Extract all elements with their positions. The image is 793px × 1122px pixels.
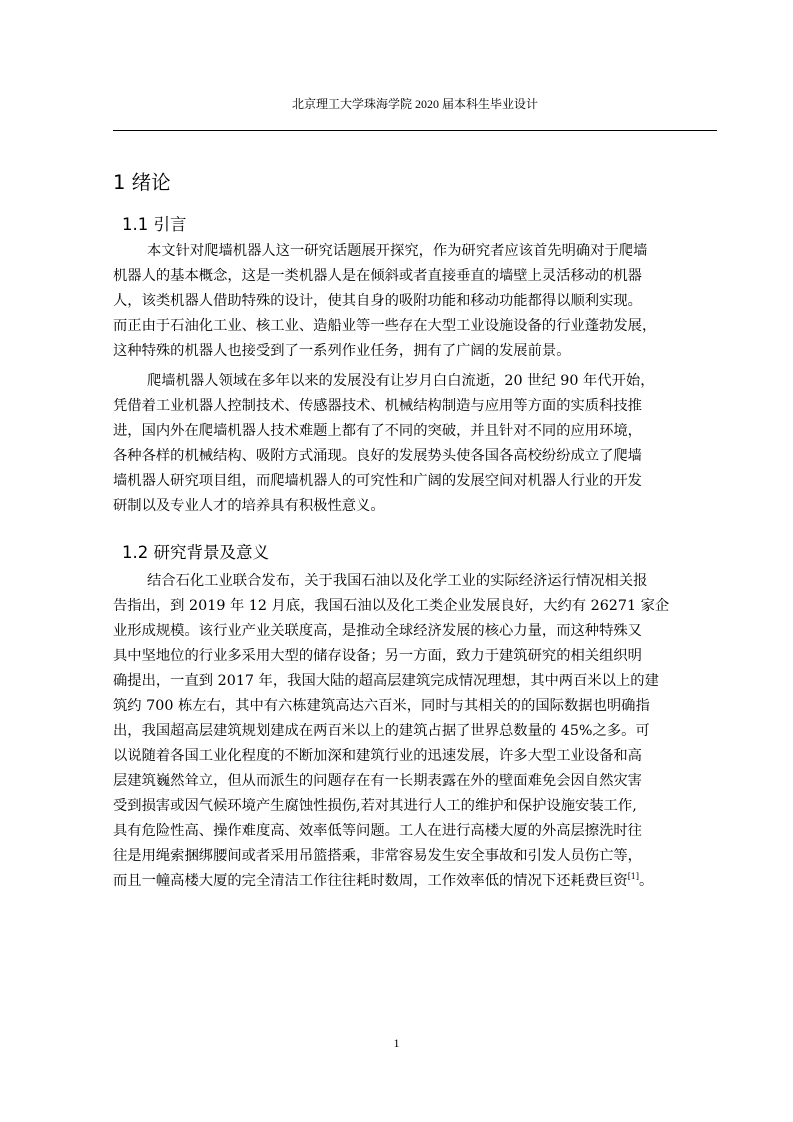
paragraph-line: 这种特殊的机器人也接受到了一系列作业任务，拥有了广阔的发展前景。: [113, 343, 571, 359]
chapter-title: 1 绪论: [113, 171, 171, 194]
paragraph-line: 往是用绳索捆绑腰间或者采用吊篮搭乘，非常容易发生安全事故和引发人员伤亡等，: [113, 848, 642, 864]
paragraph-line: 以说随着各国工业化程度的不断加深和建筑行业的迅速发展，许多大型工业设备和高: [113, 748, 642, 764]
paragraph-line: 出，我国超高层建筑规划建成在两百米以上的建筑占据了世界总数量的 45%之多。可: [113, 723, 650, 739]
paragraph-line: 各种各样的机械结构、吸附方式涌现。良好的发展势头使各国各高校纷纷成立了爬墙: [113, 448, 642, 464]
paragraph-line: 研制以及专业人才的培养具有积极性意义。: [113, 498, 385, 514]
paragraph-text: 而且一幢高楼大厦的完全清洁工作往往耗时数周，工作效率低的情况下还耗费巨资: [113, 873, 628, 889]
section-title-intro: 1.1 引言: [122, 215, 187, 234]
paragraph-line: 而正由于石油化工业、核工业、造船业等一些存在大型工业设施设备的行业蓬勃发展，: [113, 318, 657, 334]
paragraph-line: 业形成规模。该行业产业关联度高，是推动全球经济发展的核心力量，而这种特殊又: [113, 623, 642, 639]
paragraph-line: 确提出，一直到 2017 年，我国大陆的超高层建筑完成情况理想，其中两百米以上的建: [113, 673, 659, 689]
page-header: 北京理工大学珠海学院 2020 届本科生毕业设计: [291, 97, 538, 111]
header-rule: [113, 130, 717, 131]
paragraph-line: 人，该类机器人借助特殊的设计，使其自身的吸附功能和移动功能都得以顺利实现。: [113, 293, 642, 309]
paragraph-line: 结合石化工业联合发布，关于我国石油以及化学工业的实际经济运行情况相关报: [147, 573, 648, 589]
page-number: 1: [393, 1036, 400, 1050]
paragraph-line: 凭借着工业机器人控制技术、传感器技术、机械结构制造与应用等方面的实质科技推: [113, 398, 642, 414]
closing-punctuation: 。: [639, 873, 654, 889]
paragraph-line: 墙机器人研究项目组，而爬墙机器人的可究性和广阔的发展空间对机器人行业的开发: [113, 473, 642, 489]
paragraph-line: [113, 873, 653, 889]
paragraph-line: 筑约 700 栋左右，其中有六栋建筑高达六百米，同时与其相关的的国际数据也明确指: [113, 698, 650, 714]
paragraph-line: 受到损害或因气候环境产生腐蚀性损伤,若对其进行人工的维护和保护设施安装工作,: [113, 798, 637, 814]
citation-marker: [1]: [627, 872, 640, 882]
paragraph-line: 告指出，到 2019 年 12 月底，我国石油以及化工类企业发展良好，大约有 26271 家企: [113, 598, 670, 614]
paragraph-line: 本文针对爬墙机器人这一研究话题展开探究，作为研究者应该首先明确对于爬墙: [147, 243, 648, 259]
paragraph-line: 爬墙机器人领域在多年以来的发展没有让岁月白白流逝，20 世纪 90 年代开始，: [147, 373, 655, 389]
paragraph-line: 进，国内外在爬墙机器人技术难题上都有了不同的突破，并且针对不同的应用环境，: [113, 423, 642, 439]
paragraph-line: 具有危险性高、操作难度高、效率低等问题。工人在进行高楼大厦的外高层擦洗时往: [113, 823, 642, 839]
paragraph-line: 层建筑巍然耸立，但从而派生的问题存在有一长期表露在外的壁面难免会因自然灾害: [113, 773, 642, 789]
section-title-background: 1.2 研究背景及意义: [122, 543, 269, 562]
paragraph-line: 具中坚地位的行业多采用大型的储存设备；另一方面，致力于建筑研究的相关组织明: [113, 648, 642, 664]
paragraph-line: 机器人的基本概念，这是一类机器人是在倾斜或者直接垂直的墙壁上灵活移动的机器: [113, 268, 642, 284]
